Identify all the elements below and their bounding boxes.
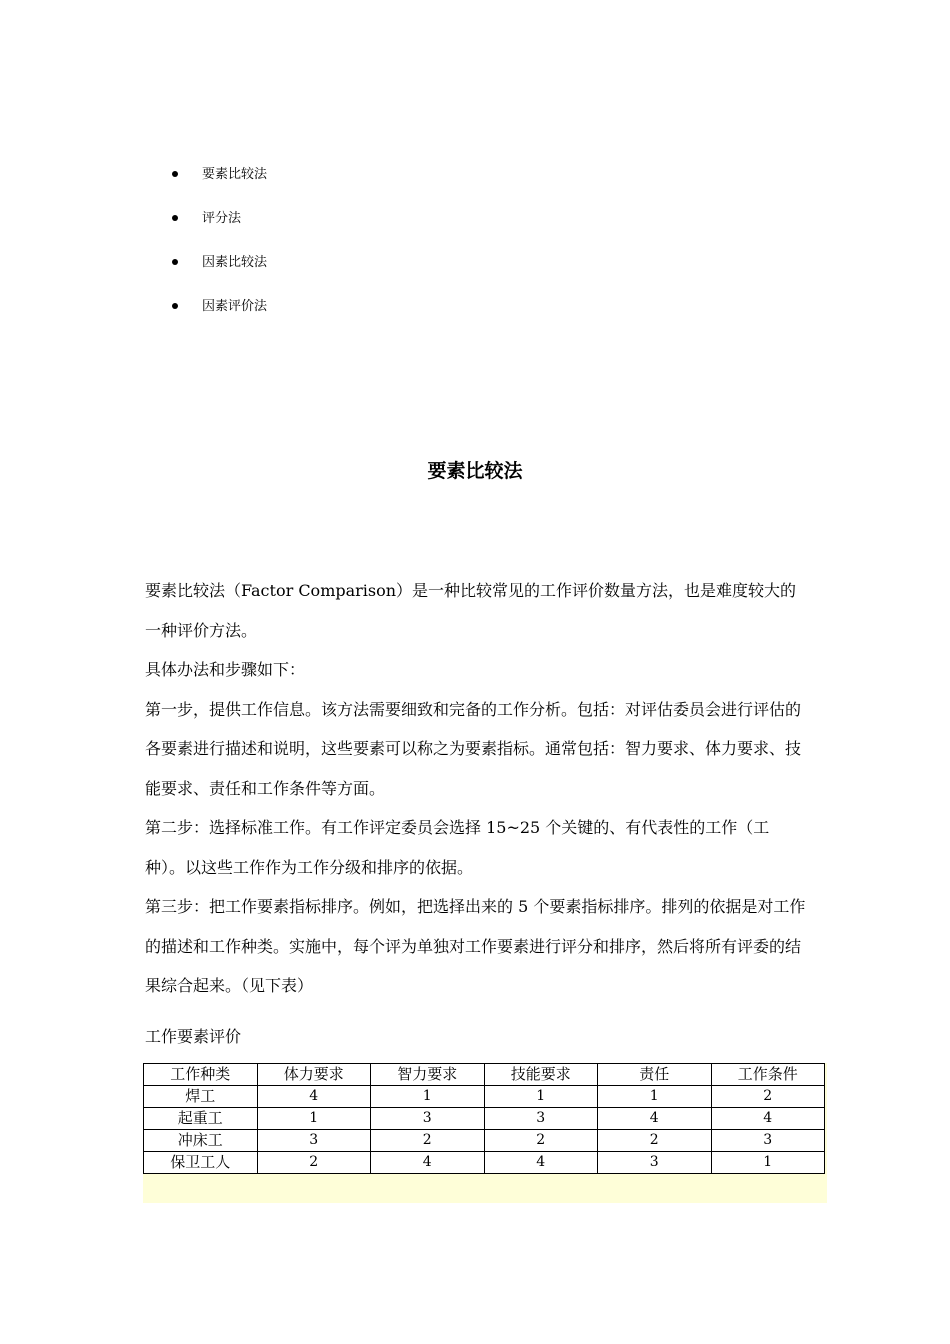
table-cell: 1 — [371, 1086, 485, 1108]
bullet-icon — [172, 303, 178, 309]
table-header-row — [144, 1064, 825, 1086]
paragraph-steps-heading: 具体办法和步骤如下： — [145, 660, 306, 679]
table-row — [144, 1086, 825, 1108]
table-cell-job: 保卫工人 — [144, 1152, 258, 1174]
paragraph-step-1: 第一步，提供工作信息。该方法需要细致和完备的工作分析。包括：对评估委员会进行评估的各要素进行描述和说明，这些要素可以称之为要素指标。通常包括：智力要求、体力要求、技能要求、责任和工作条件等方面。 — [145, 699, 802, 798]
table-cell-job: 焊工 — [144, 1086, 258, 1108]
header-responsibility: 责任 — [598, 1064, 712, 1086]
table-row — [144, 1108, 825, 1130]
paragraph-step-2: 第二步：选择标准工作。有工作评定委员会选择 15~25 个关键的、有代表性的工作（工种）。以这些工作作为工作分级和排序的依据。 — [145, 818, 770, 877]
job-factor-table — [143, 1063, 825, 1174]
table-container — [143, 1063, 827, 1203]
header-physical: 体力要求 — [257, 1064, 371, 1086]
table-cell: 4 — [484, 1152, 598, 1174]
table-cell: 4 — [371, 1152, 485, 1174]
table-cell: 2 — [484, 1130, 598, 1152]
paragraph-step-3: 第三步：把工作要素指标排序。例如，把选择出来的 5 个要素指标排序。排列的依据是对工作的描述和工作种类。实施中，每个评为单独对工作要素进行评分和排序，然后将所有评委的结果综合起来。（见下表） — [145, 897, 806, 995]
bullet-icon — [172, 259, 178, 265]
table-cell: 2 — [711, 1086, 825, 1108]
section-title: 要素比较法 — [427, 460, 523, 482]
table-cell: 4 — [711, 1108, 825, 1130]
list-item-label: 因素评价法 — [202, 299, 268, 314]
table-cell: 4 — [257, 1086, 371, 1108]
table-cell: 3 — [711, 1130, 825, 1152]
bullet-icon — [172, 215, 178, 221]
paragraph-intro: 要素比较法（Factor Comparison）是一种比较常见的工作评价数量方法，也是难度较大的一种评价方法。 — [145, 581, 797, 640]
header-mental: 智力要求 — [371, 1064, 485, 1086]
table-cell: 1 — [711, 1152, 825, 1174]
table-cell-job: 起重工 — [144, 1108, 258, 1130]
table-cell-job: 冲床工 — [144, 1130, 258, 1152]
list-item-label: 评分法 — [202, 211, 242, 226]
table-cell: 4 — [598, 1108, 712, 1130]
table-cell: 3 — [371, 1108, 485, 1130]
table-cell: 1 — [598, 1086, 712, 1108]
header-skill: 技能要求 — [484, 1064, 598, 1086]
list-item-label: 要素比较法 — [202, 167, 268, 182]
table-cell: 1 — [257, 1108, 371, 1130]
table-cell: 3 — [598, 1152, 712, 1174]
header-conditions: 工作条件 — [711, 1064, 825, 1086]
table-cell: 1 — [484, 1086, 598, 1108]
table-cell: 3 — [484, 1108, 598, 1130]
bullet-icon — [172, 171, 178, 177]
table-cell: 2 — [371, 1130, 485, 1152]
table-cell: 2 — [598, 1130, 712, 1152]
table-cell: 2 — [257, 1152, 371, 1174]
table-cell: 3 — [257, 1130, 371, 1152]
header-job-type: 工作种类 — [144, 1064, 258, 1086]
body-text — [145, 571, 807, 1006]
table-row — [144, 1130, 825, 1152]
list-item-label: 因素比较法 — [202, 255, 268, 270]
table-row — [144, 1152, 825, 1174]
table-caption: 工作要素评价 — [145, 1027, 242, 1046]
